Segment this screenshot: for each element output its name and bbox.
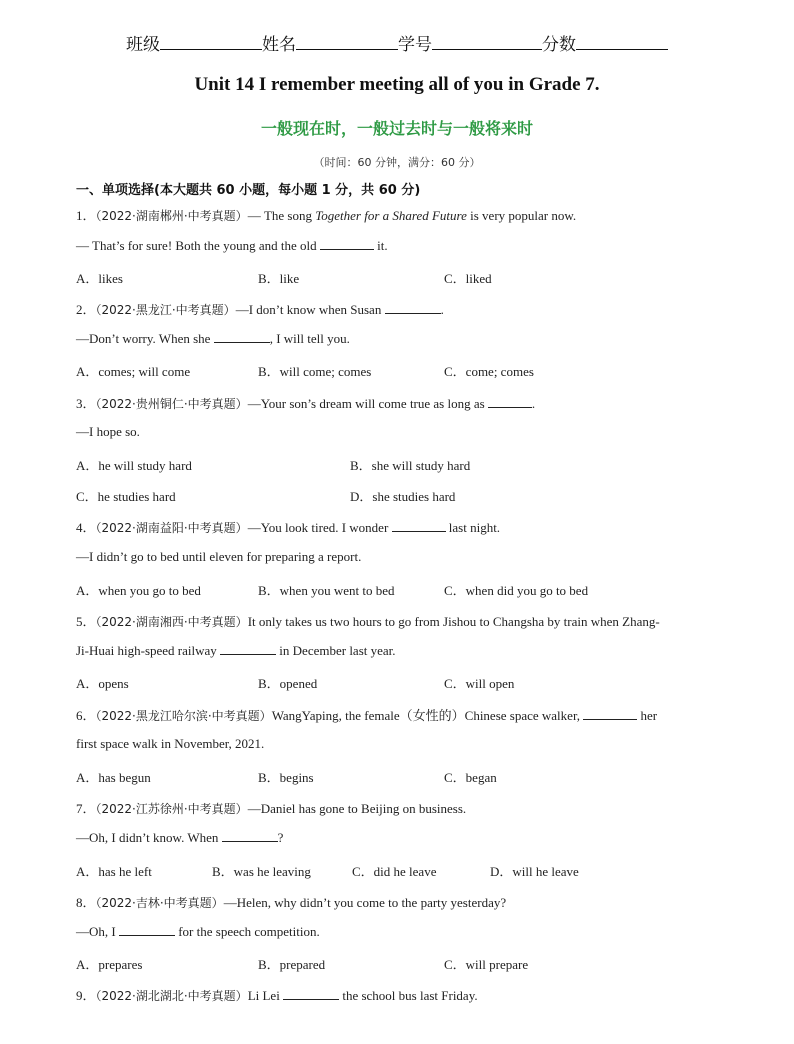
question-4 [76, 517, 500, 536]
option-a[interactable]: A．when you go to bed [76, 583, 201, 598]
option-b[interactable]: B．like [258, 271, 300, 286]
question-source: （2022·贵州铜仁·中考真题） [95, 397, 248, 411]
reply-text: for the speech competition. [174, 924, 320, 939]
option-c[interactable]: C．began [444, 770, 497, 785]
question-number: 5． [76, 614, 96, 629]
answer-blank [392, 519, 446, 532]
option-a[interactable]: A．prepares [76, 957, 143, 972]
question-source: （2022·黑龙江·中考真题） [95, 303, 236, 317]
reply-text: —Oh, I didn’t know. When [76, 830, 222, 845]
answer-blank [488, 395, 532, 408]
option-b[interactable]: B．when you went to bed [258, 583, 395, 598]
reply-text: , I will tell you. [269, 331, 350, 346]
question-number: 7． [76, 801, 96, 816]
reply-text: —Oh, I [76, 924, 119, 939]
answer-blank [222, 829, 278, 842]
score-blank [576, 33, 668, 50]
option-d[interactable]: D．she studies hard [350, 489, 456, 504]
question-number: 2． [76, 302, 96, 317]
option-b[interactable]: B．was he leaving [212, 864, 311, 879]
section-heading: 一、单项选择(本大题共 60 小题，每小题 1 分，共 60 分) [76, 183, 421, 198]
grammar-subtitle: 一般现在时，一般过去时与一般将来时 [260, 119, 533, 138]
option-b[interactable]: B．opened [258, 676, 318, 691]
option-a[interactable]: A．likes [76, 271, 123, 286]
question-text: . [440, 302, 444, 317]
question-9 [76, 985, 478, 1004]
question-text: first space walk in November, 2021. [76, 736, 265, 751]
option-c[interactable]: C．liked [444, 271, 492, 286]
question-2 [76, 299, 444, 318]
question-text: —I don’t know when Susan [235, 302, 385, 317]
question-3-reply [76, 424, 140, 440]
number-label: 学号 [398, 35, 432, 55]
answer-blank [119, 923, 175, 936]
answer-blank [283, 987, 339, 1000]
question-6-continued [76, 736, 264, 752]
option-c[interactable]: C．did he leave [352, 864, 437, 879]
question-number: 9． [76, 988, 96, 1003]
question-number: 3． [76, 396, 96, 411]
class-label: 班级 [126, 35, 160, 55]
reply-text: it. [373, 238, 388, 253]
answer-blank [220, 642, 276, 655]
question-text: her [637, 708, 658, 723]
question-text: —You look tired. I wonder [247, 520, 392, 535]
option-c[interactable]: C．will prepare [444, 957, 529, 972]
question-text: is very popular now. [466, 208, 577, 223]
answer-blank [214, 330, 270, 343]
question-text: —Helen, why didn’t you come to the party yesterday? [223, 895, 507, 910]
question-text: . [531, 396, 536, 411]
question-1-reply [76, 237, 388, 254]
answer-blank [583, 707, 637, 720]
question-text: Li Lei [247, 988, 284, 1003]
question-source: （2022·湖南郴州·中考真题） [95, 209, 248, 223]
option-b[interactable]: B．prepared [258, 957, 326, 972]
option-a[interactable]: A．he will study hard [76, 458, 192, 473]
question-source: （2022·湖南湘西·中考真题） [95, 615, 248, 629]
reply-text: —Don’t worry. When she [76, 331, 214, 346]
answer-blank [320, 237, 374, 250]
option-a[interactable]: A．comes; will come [76, 364, 191, 379]
class-blank [160, 33, 262, 50]
question-2-reply [76, 330, 350, 347]
question-source: （2022·江苏徐州·中考真题） [95, 802, 248, 816]
question-8 [76, 892, 506, 911]
question-text: — The song [247, 208, 316, 223]
answer-blank [385, 301, 441, 314]
option-a[interactable]: A．has he left [76, 864, 152, 879]
option-c[interactable]: C．will open [444, 676, 515, 691]
option-a[interactable]: A．has begun [76, 770, 151, 785]
question-text: WangYaping, the female（女性的）Chinese space walker, [271, 708, 584, 723]
question-text: last night. [445, 520, 501, 535]
reply-text: —I hope so. [76, 424, 140, 439]
reply-text: ? [277, 830, 284, 845]
student-info-line [0, 30, 794, 55]
question-text: It only takes us two hours to go from Jishou to Changsha by train when Zhang- [247, 614, 660, 629]
question-7 [76, 798, 466, 817]
unit-title: Unit 14 I remember meeting all of you in Grade 7. [194, 74, 600, 95]
question-source: （2022·黑龙江哈尔滨·中考真题） [95, 709, 272, 723]
reply-text: — That’s for sure! Both the young and the old [76, 238, 320, 253]
option-a[interactable]: A．opens [76, 676, 129, 691]
question-number: 1． [76, 208, 96, 223]
question-7-reply [76, 829, 283, 846]
question-text: in December last year. [276, 643, 396, 658]
option-d[interactable]: D．will he leave [490, 864, 579, 879]
question-source: （2022·吉林·中考真题） [95, 896, 224, 910]
question-text: —Your son’s dream will come true as long as [247, 396, 488, 411]
question-text: the school bus last Friday. [339, 988, 478, 1003]
question-number: 6． [76, 708, 96, 723]
question-number: 8． [76, 895, 96, 910]
number-blank [432, 33, 542, 50]
question-5 [76, 611, 660, 630]
option-c[interactable]: C．when did you go to bed [444, 583, 589, 598]
question-4-reply [76, 549, 361, 565]
question-1 [76, 205, 576, 224]
question-text: —Daniel has gone to Beijing on business. [247, 801, 467, 816]
song-title: Together for a Shared Future [315, 208, 467, 223]
reply-text: —I didn’t go to bed until eleven for preparing a report. [76, 549, 362, 564]
option-b[interactable]: B．she will study hard [350, 458, 471, 473]
time-score-note: （时间：60 分钟，满分：60 分） [313, 156, 481, 169]
score-label: 分数 [542, 35, 576, 55]
question-8-reply [76, 923, 320, 940]
question-6 [76, 705, 657, 724]
question-3 [76, 393, 535, 412]
option-c[interactable]: C．he studies hard [76, 489, 176, 504]
name-label: 姓名 [262, 35, 296, 55]
name-blank [296, 33, 398, 50]
option-b[interactable]: B．will come; comes [258, 364, 372, 379]
option-c[interactable]: C．come; comes [444, 364, 534, 379]
question-text: Ji-Huai high-speed railway [76, 643, 221, 658]
question-source: （2022·湖北湖北·中考真题） [95, 989, 248, 1003]
question-5-continued [76, 642, 396, 659]
question-source: （2022·湖南益阳·中考真题） [95, 521, 248, 535]
option-b[interactable]: B．begins [258, 770, 314, 785]
question-number: 4． [76, 520, 96, 535]
